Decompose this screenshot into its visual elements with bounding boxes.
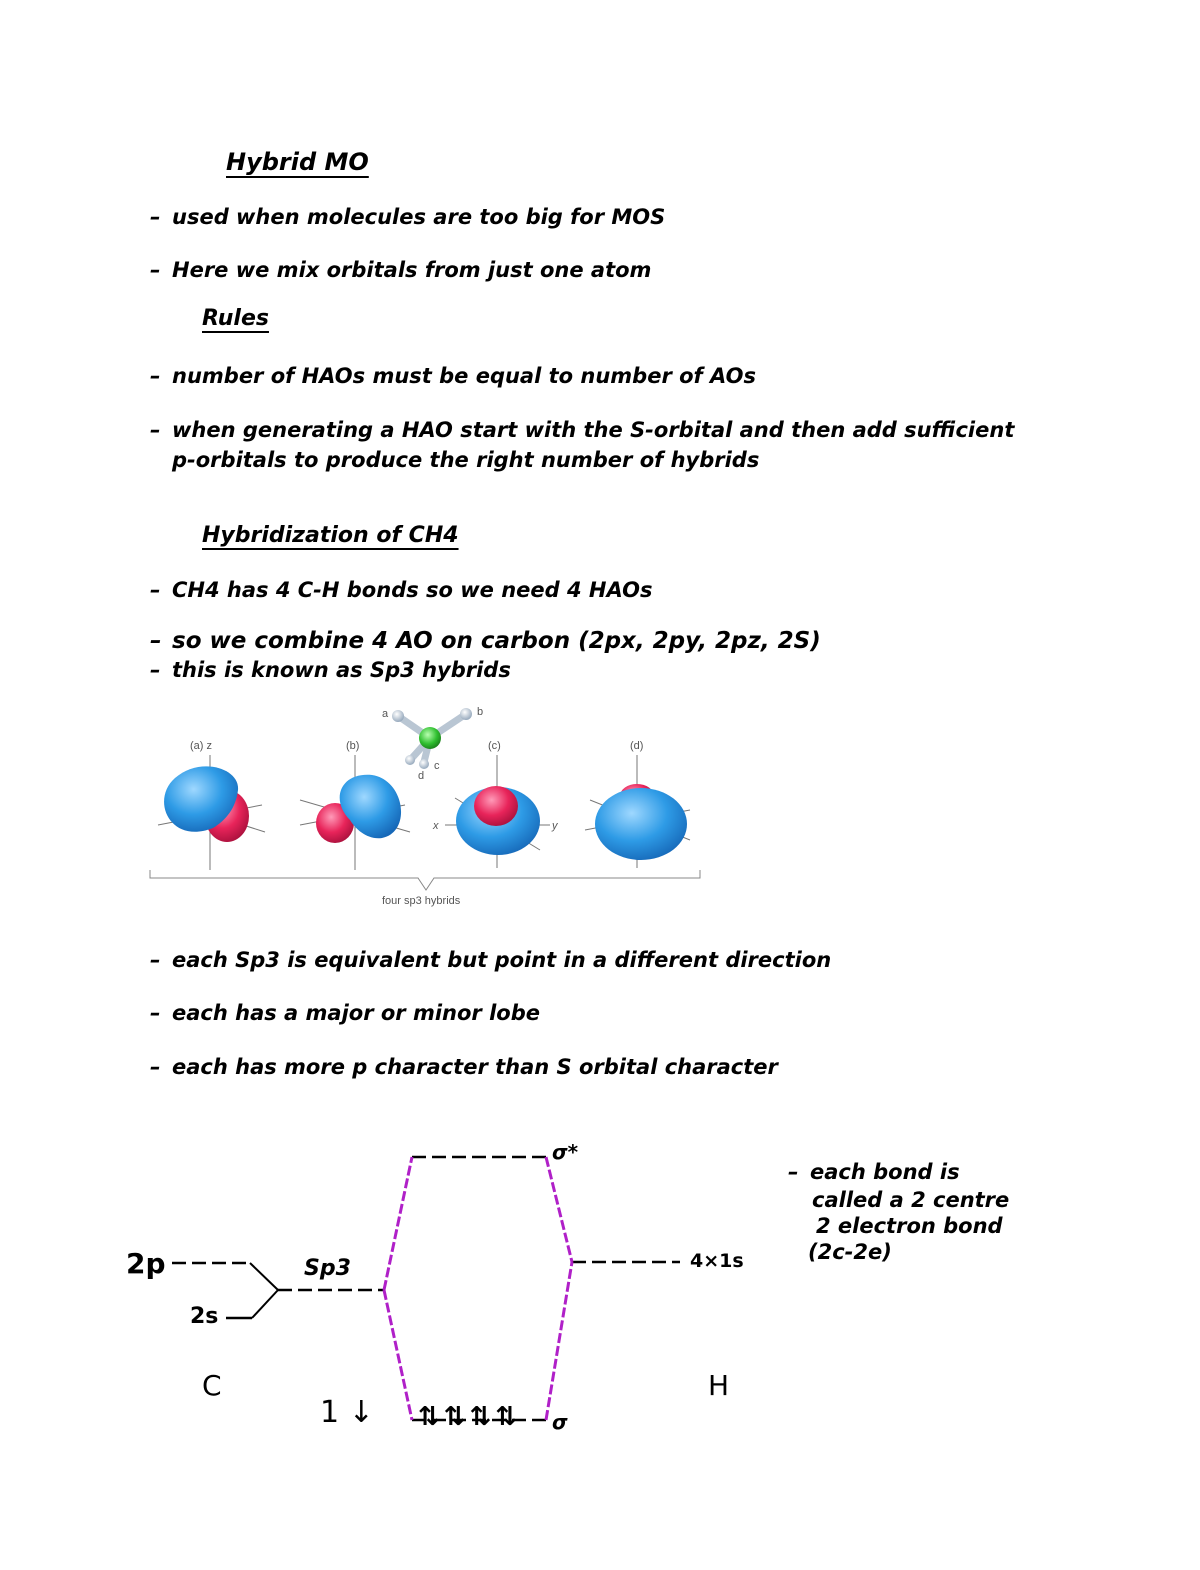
- side-note-text-4: (2c-2e): [808, 1240, 892, 1264]
- sp3-text-1: each Sp3 is equivalent but point in a different direction: [172, 948, 832, 972]
- molecule-label-a: a: [382, 708, 389, 720]
- intro-line-2: – Here we mix orbitals from just one atom: [150, 258, 652, 282]
- intro-text-2: Here we mix orbitals from just one atom: [172, 258, 652, 282]
- h-1s-label: 4×1s: [690, 1250, 744, 1272]
- panel-label-d: (d): [630, 740, 644, 752]
- sp3-line-1: – each Sp3 is equivalent but point in a different direction: [150, 948, 832, 972]
- side-note-text-2: called a 2 centre: [812, 1188, 1010, 1212]
- molecule-label-d: d: [418, 770, 425, 782]
- sigma-label: σ: [552, 1410, 568, 1434]
- axis-label-y: y: [552, 820, 558, 832]
- c-2p-label: 2p: [126, 1247, 166, 1280]
- side-note-text-1: each bond is: [810, 1160, 960, 1184]
- ch4-heading: Hybridization of CH4: [202, 523, 459, 548]
- page-marks: 1 ↓: [320, 1395, 374, 1430]
- molecule-label-b: b: [477, 706, 484, 718]
- ch4-text-1: CH4 has 4 C-H bonds so we need 4 HAOs: [172, 578, 653, 602]
- sp3-label: Sp3: [304, 1256, 351, 1281]
- mo-connectors: [384, 1157, 572, 1420]
- sigma-star-label: σ*: [552, 1140, 579, 1164]
- rules-heading: Rules: [202, 306, 269, 331]
- c-2s-label: 2s: [190, 1304, 219, 1329]
- sigma-electrons: ⇅⇅⇅⇅: [418, 1402, 522, 1432]
- figure-caption: four sp3 hybrids: [382, 895, 461, 907]
- ch4-line-1: – CH4 has 4 C-H bonds so we need 4 HAOs: [150, 578, 653, 602]
- rule-line-2: – when generating a HAO start with the S-orbital and then add sufficient: [150, 418, 1015, 442]
- sp3-line-2: – each has a major or minor lobe: [150, 1001, 541, 1025]
- rule-text-1: number of HAOs must be equal to number of AOs: [172, 364, 756, 388]
- intro-text-1: used when molecules are too big for MOS: [172, 205, 666, 229]
- c-hybrid-connectors: [250, 1263, 278, 1318]
- carbon-label: C: [202, 1369, 222, 1402]
- rule-text-2: when generating a HAO start with the S-orbital and then add sufficient: [172, 418, 1015, 442]
- rule-line-1: – number of HAOs must be equal to number of AOs: [150, 364, 756, 388]
- intro-line-1: – used when molecules are too big for MOS: [150, 205, 666, 229]
- ch4-text-3: this is known as Sp3 hybrids: [172, 658, 511, 682]
- ch4-text-2: so we combine 4 AO on carbon (2px, 2py, 2pz, 2S): [172, 628, 821, 654]
- hydrogen-label: H: [708, 1369, 730, 1402]
- side-note-line-1: – each bond is: [788, 1160, 960, 1184]
- panel-label-c: (c): [488, 740, 501, 752]
- side-note-text-3: 2 electron bond: [816, 1214, 1003, 1238]
- sp3-text-3: each has more p character than S orbital character: [172, 1055, 778, 1079]
- title-hybrid-mo: Hybrid MO: [226, 148, 369, 176]
- axis-label-x: x: [433, 820, 439, 832]
- panel-label-a: (a) z: [190, 740, 212, 752]
- panel-label-b: (b): [346, 740, 360, 752]
- sp3-text-2: each has a major or minor lobe: [172, 1001, 541, 1025]
- rule-text-3: p-orbitals to produce the right number of hybrids: [172, 448, 760, 472]
- sp3-line-3: – each has more p character than S orbital character: [150, 1055, 778, 1079]
- ch4-line-3: – this is known as Sp3 hybrids: [150, 658, 511, 682]
- ch4-line-2: – so we combine 4 AO on carbon (2px, 2py, 2pz, 2S): [150, 628, 821, 654]
- molecule-label-c: c: [434, 760, 440, 772]
